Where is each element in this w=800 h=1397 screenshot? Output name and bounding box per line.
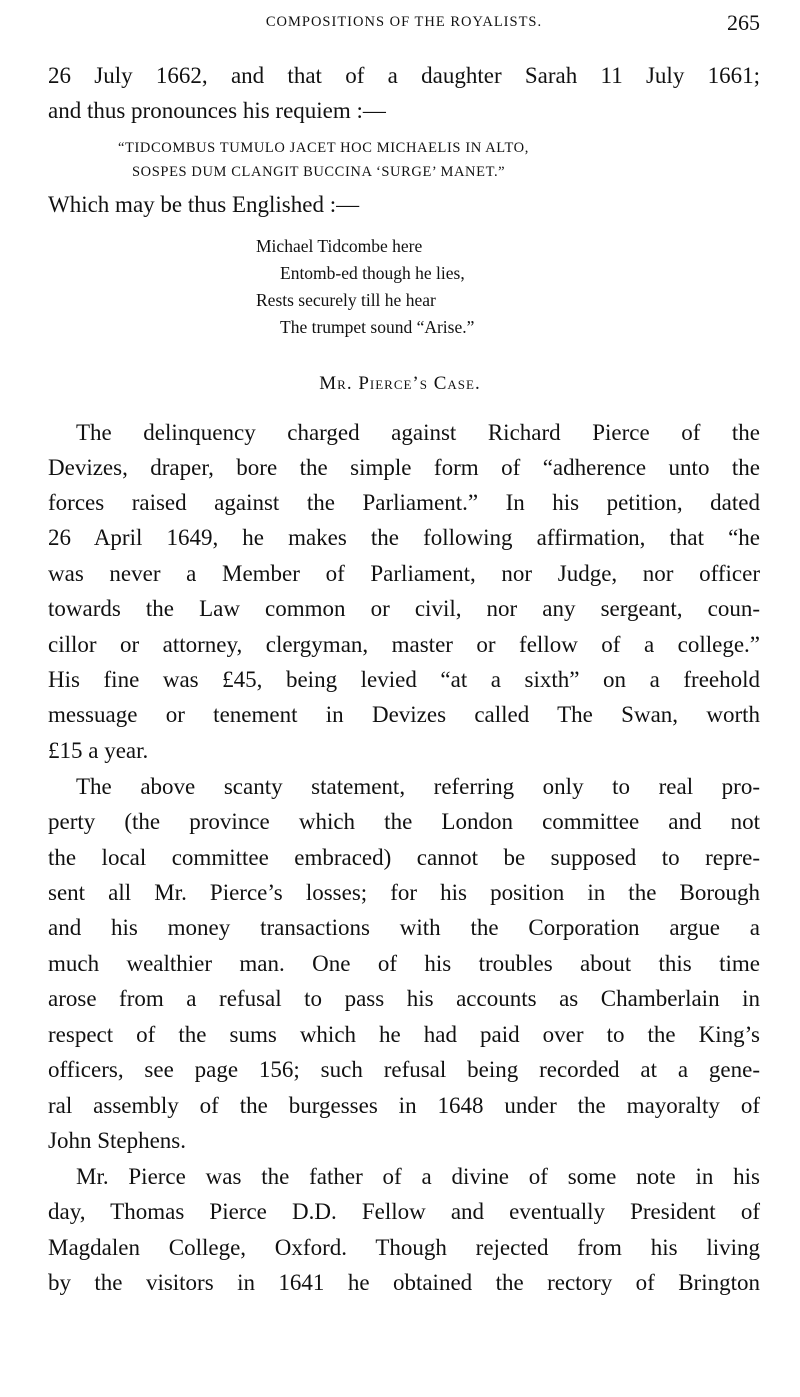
- paragraph-line: forces raised against the Parliament.” In his petition, dated: [48, 490, 760, 515]
- paragraph-line: officers, see page 156; such refusal being recorded at a gene-: [48, 1057, 760, 1082]
- paragraph-line: arose from a refusal to pass his accounts as Chamberlain in: [48, 986, 760, 1011]
- running-head: [48, 10, 760, 34]
- paragraph-line: His fine was £45, being levied “at a sixth” on a freehold: [48, 667, 760, 692]
- englished-intro: Which may be thus Englished :—: [48, 192, 360, 217]
- intro-line: and thus pronounces his requiem :—: [48, 98, 386, 123]
- paragraph-line: and his money transactions with the Corporation argue a: [48, 915, 760, 940]
- paragraph-line: Magdalen College, Oxford. Though rejected from his living: [48, 1235, 760, 1260]
- poem-line: The trumpet sound “Arise.”: [280, 317, 475, 337]
- paragraph-line: The delinquency charged against Richard Pierce of the: [76, 420, 760, 445]
- latin-verse-line: “TIDCOMBUS TUMULO JACET HOC MICHAELIS IN ALTO,: [118, 140, 529, 156]
- paragraph-line: ral assembly of the burgesses in 1648 under the mayoralty of: [48, 1093, 760, 1118]
- paragraph-line: The above scanty statement, referring only to real pro-: [76, 774, 760, 799]
- poem-line: Michael Tidcombe here: [256, 236, 423, 256]
- paragraph-line: 26 April 1649, he makes the following affirmation, that “he: [48, 525, 760, 550]
- page-number: 265: [727, 10, 760, 35]
- paragraph-line: Devizes, draper, bore the simple form of “adherence unto the: [48, 455, 760, 480]
- paragraph-line: much wealthier man. One of his troubles about this time: [48, 951, 760, 976]
- paragraph-line: £15 a year.: [48, 738, 149, 763]
- paragraph-line: cillor or attorney, clergyman, master or fellow of a college.”: [48, 632, 760, 657]
- paragraph-line: perty (the province which the London committee and not: [48, 809, 760, 834]
- paragraph-line: sent all Mr. Pierce’s losses; for his position in the Borough: [48, 880, 760, 905]
- paragraph-line: Mr. Pierce was the father of a divine of some note in his: [76, 1164, 760, 1189]
- paragraph-line: respect of the sums which he had paid over to the King’s: [48, 1022, 760, 1047]
- poem-line: Rests securely till he hear: [256, 290, 436, 310]
- paragraph-line: by the visitors in 1641 he obtained the rectory of Brington: [48, 1270, 760, 1295]
- paragraph-line: John Stephens.: [48, 1128, 186, 1153]
- section-heading: Mr. Pierce’s Case.: [319, 373, 481, 394]
- paragraph-line: towards the Law common or civil, nor any sergeant, coun-: [48, 596, 760, 621]
- paragraph-line: was never a Member of Parliament, nor Judge, nor officer: [48, 561, 760, 586]
- latin-verse-line: SOSPES DUM CLANGIT BUCCINA ‘SURGE’ MANET.”: [132, 164, 506, 180]
- paragraph-line: day, Thomas Pierce D.D. Fellow and eventually President of: [48, 1199, 760, 1224]
- intro-line: 26 July 1662, and that of a daughter Sarah 11 July 1661;: [48, 63, 760, 88]
- poem-line: Entomb-ed though he lies,: [280, 263, 465, 283]
- paragraph-line: the local committee embraced) cannot be supposed to repre-: [48, 845, 760, 870]
- paragraph-line: messuage or tenement in Devizes called The Swan, worth: [48, 702, 760, 727]
- running-head-title: COMPOSITIONS OF THE ROYALISTS.: [265, 14, 543, 30]
